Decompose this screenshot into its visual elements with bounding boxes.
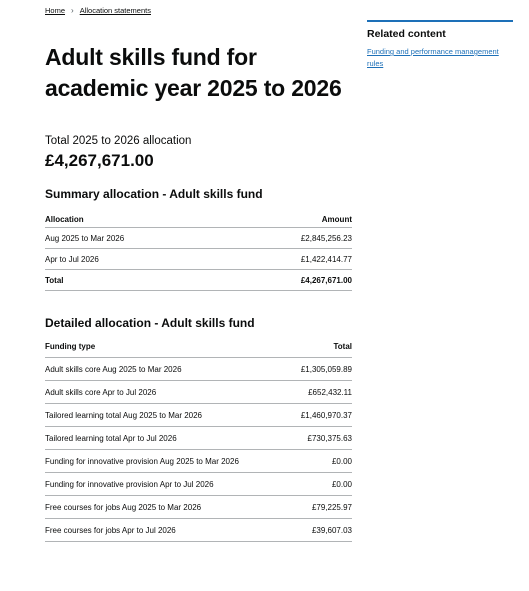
row-value: £39,607.03 (311, 526, 352, 535)
row-value: £0.00 (331, 457, 352, 466)
chevron-right-icon: › (71, 6, 74, 15)
related-link-funding-rules[interactable]: Funding and performance management rules (367, 47, 499, 68)
row-label: Free courses for jobs Apr to Jul 2026 (45, 526, 176, 535)
row-label: Tailored learning total Apr to Jul 2026 (45, 434, 177, 443)
related-content-panel (367, 20, 513, 70)
table-header-row (45, 335, 352, 358)
row-value: £0.00 (331, 480, 352, 489)
detailed-allocation-table (45, 335, 352, 542)
row-value: £652,432.11 (308, 388, 352, 397)
row-value: £2,845,256.23 (300, 233, 352, 243)
column-header-funding-type: Funding type (45, 342, 96, 351)
page-title: Adult skills fund for academic year 2025 to 2026 (45, 44, 342, 101)
row-label: Free courses for jobs Aug 2025 to Mar 2026 (45, 503, 202, 512)
total-row-value: £4,267,671.00 (300, 275, 352, 285)
table-header-row (45, 206, 352, 227)
row-value: £1,305,059.89 (300, 365, 352, 374)
column-header-allocation: Allocation (45, 214, 84, 224)
column-header-amount: Amount (321, 214, 352, 224)
related-content-heading: Related content (367, 28, 446, 40)
total-row-label: Total (45, 275, 64, 285)
table-row (45, 519, 352, 542)
row-label: Funding for innovative provision Apr to Jul 2026 (45, 480, 214, 489)
row-label: Aug 2025 to Mar 2026 (45, 233, 125, 243)
total-allocation-label: Total 2025 to 2026 allocation (45, 135, 192, 147)
table-row (45, 496, 352, 519)
detailed-allocation-heading: Detailed allocation - Adult skills fund (45, 316, 255, 330)
breadcrumb (45, 6, 151, 15)
breadcrumb-allocation-statements-link[interactable]: Allocation statements (79, 6, 151, 15)
row-value: £730,375.63 (307, 434, 352, 443)
row-value: £79,225.97 (311, 503, 352, 512)
table-row (45, 404, 352, 427)
table-total-row (45, 269, 352, 290)
table-row (45, 450, 352, 473)
row-label: Tailored learning total Aug 2025 to Mar 2026 (45, 411, 202, 420)
row-label: Adult skills core Aug 2025 to Mar 2026 (45, 365, 182, 374)
row-value: £1,422,414.77 (300, 254, 352, 264)
breadcrumb-home-link[interactable]: Home (45, 6, 66, 15)
table-row (45, 427, 352, 450)
table-row (45, 381, 352, 404)
row-label: Adult skills core Apr to Jul 2026 (45, 388, 157, 397)
column-header-total: Total (333, 342, 352, 351)
summary-allocation-heading: Summary allocation - Adult skills fund (45, 187, 263, 201)
summary-allocation-table (45, 206, 352, 291)
row-label: Funding for innovative provision Aug 2025 to Mar 2026 (45, 457, 239, 466)
table-row (45, 227, 352, 248)
row-value: £1,460,970.37 (300, 411, 352, 420)
table-row (45, 473, 352, 496)
total-allocation-value: £4,267,671.00 (45, 151, 154, 170)
row-label: Apr to Jul 2026 (45, 254, 99, 264)
table-row (45, 358, 352, 381)
table-row (45, 248, 352, 269)
